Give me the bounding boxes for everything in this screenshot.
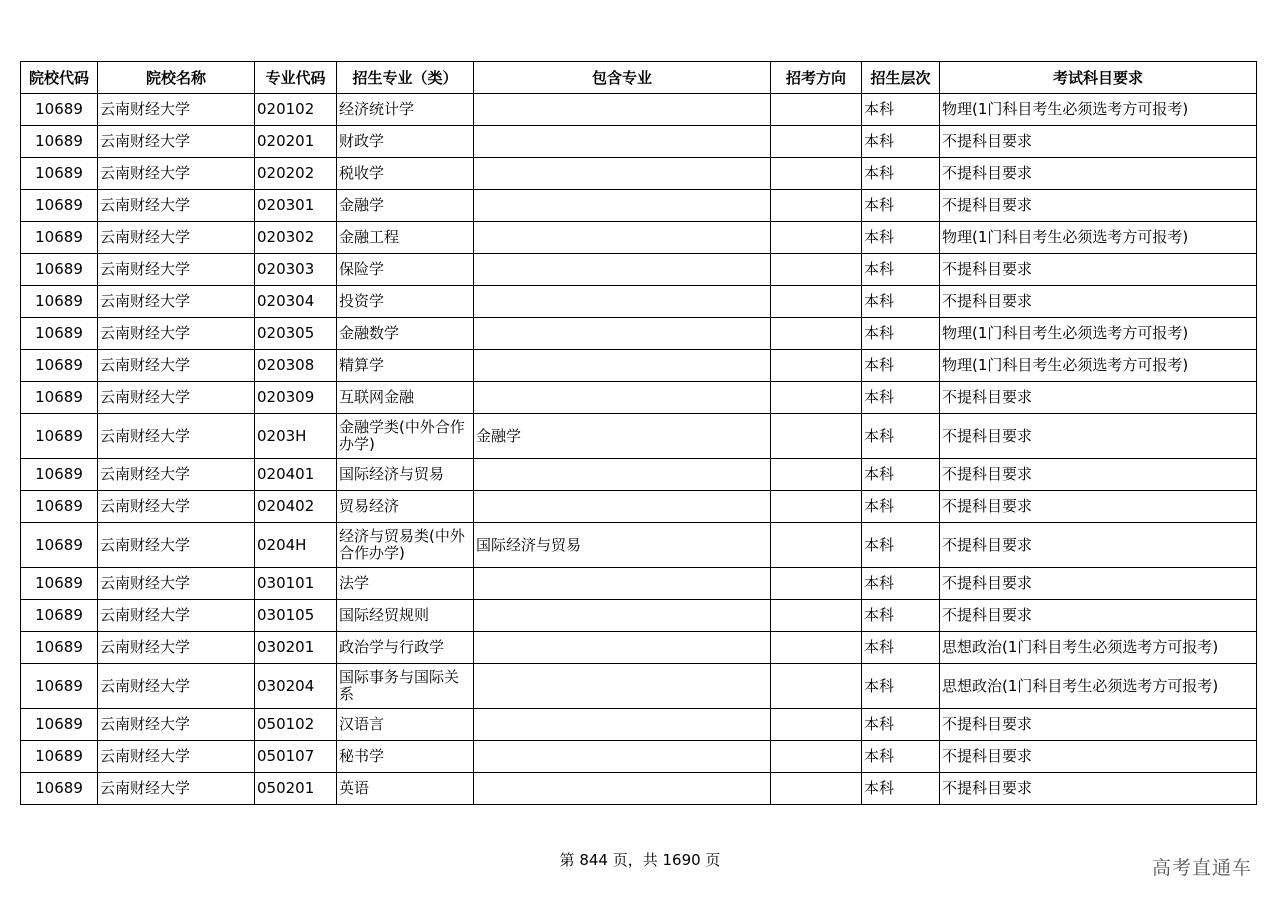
cell-direction [771,773,862,805]
cell-direction [771,600,862,632]
cell-major-code: 020201 [255,126,337,158]
table-row [21,94,1257,126]
cell-major: 法学 [337,568,474,600]
cell-direction [771,190,862,222]
cell-major: 金融数学 [337,318,474,350]
cell-school-name: 云南财经大学 [98,414,255,459]
cell-requirement: 不提科目要求 [940,600,1257,632]
cell-requirement: 不提科目要求 [940,382,1257,414]
cell-school-code: 10689 [21,632,98,664]
cell-includes [474,158,771,190]
cell-includes: 金融学 [474,414,771,459]
cell-school-name: 云南财经大学 [98,664,255,709]
cell-requirement: 不提科目要求 [940,190,1257,222]
table-row [21,491,1257,523]
header-requirement: 考试科目要求 [940,62,1257,94]
cell-level: 本科 [862,741,940,773]
cell-includes [474,491,771,523]
cell-includes [474,709,771,741]
cell-school-code: 10689 [21,709,98,741]
cell-major-code: 030201 [255,632,337,664]
cell-major: 经济与贸易类(中外合作办学) [337,523,474,568]
cell-direction [771,286,862,318]
cell-school-code: 10689 [21,741,98,773]
cell-major-code: 020202 [255,158,337,190]
watermark-logo: 高考直通车 [1151,857,1252,879]
cell-major-code: 020401 [255,459,337,491]
cell-requirement: 不提科目要求 [940,459,1257,491]
cell-school-code: 10689 [21,126,98,158]
cell-direction [771,158,862,190]
cell-major: 政治学与行政学 [337,632,474,664]
cell-level: 本科 [862,664,940,709]
cell-level: 本科 [862,600,940,632]
cell-school-name: 云南财经大学 [98,523,255,568]
cell-direction [771,414,862,459]
cell-requirement: 不提科目要求 [940,286,1257,318]
cell-major-code: 050102 [255,709,337,741]
cell-level: 本科 [862,568,940,600]
cell-requirement: 不提科目要求 [940,414,1257,459]
table-row [21,741,1257,773]
cell-level: 本科 [862,350,940,382]
header-major-code: 专业代码 [255,62,337,94]
cell-requirement: 不提科目要求 [940,523,1257,568]
table-row [21,414,1257,459]
cell-includes [474,773,771,805]
cell-school-name: 云南财经大学 [98,190,255,222]
cell-school-code: 10689 [21,523,98,568]
header-row [21,62,1257,94]
table-row [21,126,1257,158]
cell-requirement: 不提科目要求 [940,126,1257,158]
cell-direction [771,709,862,741]
cell-school-name: 云南财经大学 [98,254,255,286]
cell-requirement: 物理(1门科目考生必须选考方可报考) [940,94,1257,126]
cell-major: 互联网金融 [337,382,474,414]
cell-major: 财政学 [337,126,474,158]
table-row [21,190,1257,222]
cell-level: 本科 [862,254,940,286]
cell-school-code: 10689 [21,459,98,491]
cell-major-code: 030105 [255,600,337,632]
cell-school-name: 云南财经大学 [98,94,255,126]
cell-includes [474,222,771,254]
cell-school-code: 10689 [21,773,98,805]
cell-school-code: 10689 [21,254,98,286]
cell-school-code: 10689 [21,190,98,222]
cell-direction [771,491,862,523]
cell-major-code: 020304 [255,286,337,318]
cell-school-name: 云南财经大学 [98,158,255,190]
cell-school-name: 云南财经大学 [98,600,255,632]
cell-requirement: 思想政治(1门科目考生必须选考方可报考) [940,664,1257,709]
cell-school-code: 10689 [21,318,98,350]
table-row [21,459,1257,491]
cell-school-name: 云南财经大学 [98,632,255,664]
cell-major: 国际事务与国际关系 [337,664,474,709]
cell-major: 金融学类(中外合作办学) [337,414,474,459]
cell-includes [474,286,771,318]
cell-includes: 国际经济与贸易 [474,523,771,568]
cell-school-name: 云南财经大学 [98,350,255,382]
cell-requirement: 不提科目要求 [940,568,1257,600]
cell-major-code: 020308 [255,350,337,382]
cell-major: 金融工程 [337,222,474,254]
cell-major-code: 020305 [255,318,337,350]
cell-school-name: 云南财经大学 [98,126,255,158]
page-number: 第 844 页，共 1690 页 [559,851,721,869]
header-level: 招生层次 [862,62,940,94]
cell-major: 精算学 [337,350,474,382]
cell-school-name: 云南财经大学 [98,459,255,491]
cell-school-code: 10689 [21,94,98,126]
header-includes: 包含专业 [474,62,771,94]
table-row [21,222,1257,254]
cell-school-name: 云南财经大学 [98,709,255,741]
cell-requirement: 物理(1门科目考生必须选考方可报考) [940,318,1257,350]
cell-major-code: 0203H [255,414,337,459]
cell-school-code: 10689 [21,222,98,254]
enrollment-table [20,61,1257,805]
cell-school-code: 10689 [21,414,98,459]
cell-direction [771,382,862,414]
cell-major-code: 020301 [255,190,337,222]
cell-school-name: 云南财经大学 [98,491,255,523]
cell-school-code: 10689 [21,382,98,414]
cell-school-name: 云南财经大学 [98,382,255,414]
cell-includes [474,350,771,382]
cell-direction [771,741,862,773]
cell-major-code: 020309 [255,382,337,414]
header-direction: 招考方向 [771,62,862,94]
cell-level: 本科 [862,382,940,414]
cell-requirement: 不提科目要求 [940,709,1257,741]
cell-level: 本科 [862,523,940,568]
cell-requirement: 思想政治(1门科目考生必须选考方可报考) [940,632,1257,664]
cell-level: 本科 [862,773,940,805]
cell-major: 税收学 [337,158,474,190]
cell-school-code: 10689 [21,286,98,318]
cell-includes [474,382,771,414]
table-row [21,350,1257,382]
cell-major: 经济统计学 [337,94,474,126]
cell-level: 本科 [862,491,940,523]
cell-major-code: 020302 [255,222,337,254]
cell-major-code: 030204 [255,664,337,709]
cell-level: 本科 [862,286,940,318]
cell-major-code: 030101 [255,568,337,600]
cell-major: 国际经贸规则 [337,600,474,632]
table-row [21,773,1257,805]
cell-school-code: 10689 [21,158,98,190]
cell-level: 本科 [862,222,940,254]
cell-school-code: 10689 [21,664,98,709]
cell-major: 国际经济与贸易 [337,459,474,491]
cell-direction [771,222,862,254]
cell-major-code: 020102 [255,94,337,126]
cell-major-code: 050107 [255,741,337,773]
table-row [21,158,1257,190]
cell-level: 本科 [862,158,940,190]
cell-school-name: 云南财经大学 [98,773,255,805]
cell-requirement: 不提科目要求 [940,491,1257,523]
header-school-code: 院校代码 [21,62,98,94]
cell-major: 秘书学 [337,741,474,773]
table-row [21,523,1257,568]
table-row [21,286,1257,318]
cell-direction [771,632,862,664]
cell-includes [474,568,771,600]
cell-level: 本科 [862,709,940,741]
cell-major: 英语 [337,773,474,805]
cell-direction [771,94,862,126]
cell-level: 本科 [862,318,940,350]
header-school-name: 院校名称 [98,62,255,94]
cell-major-code: 0204H [255,523,337,568]
cell-requirement: 不提科目要求 [940,741,1257,773]
cell-level: 本科 [862,414,940,459]
table-row [21,632,1257,664]
cell-direction [771,459,862,491]
cell-direction [771,126,862,158]
cell-school-name: 云南财经大学 [98,741,255,773]
table-row [21,382,1257,414]
cell-major: 贸易经济 [337,491,474,523]
table-row [21,664,1257,709]
cell-direction [771,318,862,350]
cell-major: 金融学 [337,190,474,222]
table-row [21,568,1257,600]
cell-includes [474,741,771,773]
cell-school-code: 10689 [21,568,98,600]
cell-includes [474,664,771,709]
cell-includes [474,600,771,632]
cell-requirement: 不提科目要求 [940,254,1257,286]
table-row [21,709,1257,741]
cell-school-name: 云南财经大学 [98,286,255,318]
cell-school-code: 10689 [21,600,98,632]
cell-school-name: 云南财经大学 [98,222,255,254]
cell-major-code: 020303 [255,254,337,286]
cell-includes [474,94,771,126]
cell-requirement: 物理(1门科目考生必须选考方可报考) [940,350,1257,382]
cell-school-code: 10689 [21,350,98,382]
cell-level: 本科 [862,459,940,491]
cell-level: 本科 [862,126,940,158]
cell-school-name: 云南财经大学 [98,318,255,350]
cell-includes [474,318,771,350]
cell-school-name: 云南财经大学 [98,568,255,600]
cell-major: 保险学 [337,254,474,286]
header-major: 招生专业（类） [337,62,474,94]
cell-includes [474,190,771,222]
cell-level: 本科 [862,190,940,222]
cell-major: 投资学 [337,286,474,318]
cell-includes [474,459,771,491]
cell-major: 汉语言 [337,709,474,741]
cell-includes [474,126,771,158]
cell-major-code: 020402 [255,491,337,523]
cell-level: 本科 [862,632,940,664]
cell-requirement: 不提科目要求 [940,158,1257,190]
cell-major-code: 050201 [255,773,337,805]
cell-school-code: 10689 [21,491,98,523]
cell-includes [474,632,771,664]
cell-direction [771,254,862,286]
cell-direction [771,350,862,382]
cell-direction [771,568,862,600]
cell-requirement: 物理(1门科目考生必须选考方可报考) [940,222,1257,254]
cell-includes [474,254,771,286]
cell-level: 本科 [862,94,940,126]
table-row [21,254,1257,286]
cell-requirement: 不提科目要求 [940,773,1257,805]
table-row [21,600,1257,632]
cell-direction [771,664,862,709]
cell-direction [771,523,862,568]
table-row [21,318,1257,350]
